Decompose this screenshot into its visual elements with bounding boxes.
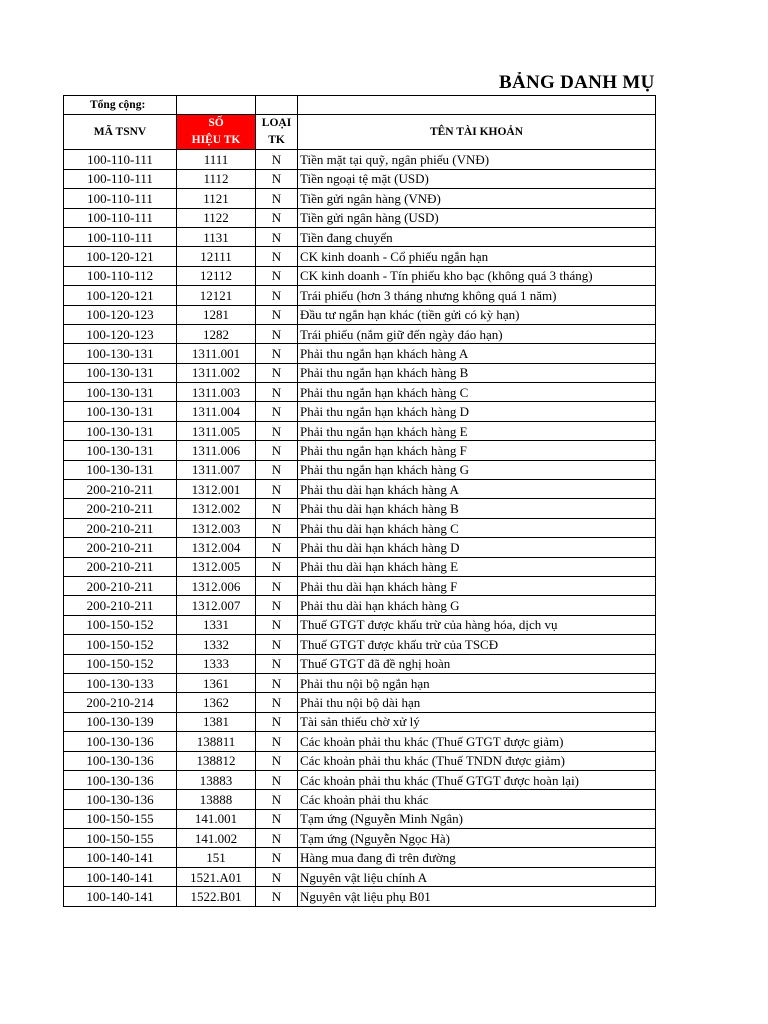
table-row xyxy=(64,732,656,751)
cell-loai-tk[interactable]: N xyxy=(256,576,298,595)
total-type-cell[interactable] xyxy=(256,96,298,115)
cell-ten-tai-khoan[interactable]: Phải thu dài hạn khách hàng D xyxy=(298,538,656,557)
cell-loai-tk[interactable]: N xyxy=(256,344,298,363)
cell-ma-tsnv[interactable]: 100-120-123 xyxy=(64,324,177,343)
cell-ma-tsnv[interactable]: 100-140-141 xyxy=(64,887,177,906)
cell-ma-tsnv[interactable]: 100-130-139 xyxy=(64,712,177,731)
total-acc-cell[interactable] xyxy=(177,96,256,115)
table-row xyxy=(64,848,656,867)
cell-ma-tsnv[interactable]: 200-210-214 xyxy=(64,693,177,712)
cell-ten-tai-khoan[interactable]: Trái phiếu (nắm giữ đến ngày đáo hạn) xyxy=(298,324,656,343)
cell-loai-tk[interactable]: N xyxy=(256,402,298,421)
cell-ma-tsnv[interactable]: 100-130-136 xyxy=(64,770,177,789)
table-row xyxy=(64,208,656,227)
cell-ten-tai-khoan[interactable]: Phải thu ngắn hạn khách hàng F xyxy=(298,441,656,460)
cell-ma-tsnv[interactable]: 200-210-211 xyxy=(64,596,177,615)
cell-loai-tk[interactable]: N xyxy=(256,460,298,479)
cell-ten-tai-khoan[interactable]: Nguyên vật liệu chính A xyxy=(298,867,656,886)
cell-ten-tai-khoan[interactable]: Các khoản phải thu khác (Thuế GTGT được hoàn lại) xyxy=(298,770,656,789)
cell-ten-tai-khoan[interactable]: Tiền mặt tại quỹ, ngân phiếu (VNĐ) xyxy=(298,150,656,169)
table-row xyxy=(64,305,656,324)
table-row xyxy=(64,363,656,382)
cell-so-hieu-tk[interactable]: 1331 xyxy=(177,615,256,634)
cell-loai-tk[interactable]: N xyxy=(256,208,298,227)
cell-ma-tsnv[interactable]: 100-110-111 xyxy=(64,227,177,246)
cell-so-hieu-tk[interactable]: 13888 xyxy=(177,790,256,809)
cell-so-hieu-tk[interactable]: 1282 xyxy=(177,324,256,343)
cell-ten-tai-khoan[interactable]: Tiền gửi ngân hàng (VNĐ) xyxy=(298,189,656,208)
cell-loai-tk[interactable]: N xyxy=(256,247,298,266)
cell-ten-tai-khoan[interactable]: Phải thu nội bộ ngắn hạn xyxy=(298,673,656,692)
cell-so-hieu-tk[interactable]: 1381 xyxy=(177,712,256,731)
cell-ma-tsnv[interactable]: 100-130-136 xyxy=(64,732,177,751)
cell-ten-tai-khoan[interactable]: Phải thu ngắn hạn khách hàng E xyxy=(298,421,656,440)
table-row xyxy=(64,383,656,402)
cell-ten-tai-khoan[interactable]: Thuế GTGT được khấu trừ của hàng hóa, dịch vụ xyxy=(298,615,656,634)
cell-ma-tsnv[interactable]: 100-130-131 xyxy=(64,383,177,402)
cell-so-hieu-tk[interactable]: 1131 xyxy=(177,227,256,246)
cell-ten-tai-khoan[interactable]: CK kinh doanh - Cổ phiếu ngắn hạn xyxy=(298,247,656,266)
cell-loai-tk[interactable]: N xyxy=(256,305,298,324)
cell-so-hieu-tk[interactable]: 1121 xyxy=(177,189,256,208)
cell-ten-tai-khoan[interactable]: Phải thu dài hạn khách hàng A xyxy=(298,480,656,499)
cell-ten-tai-khoan[interactable]: Phải thu ngắn hạn khách hàng D xyxy=(298,402,656,421)
table-row xyxy=(64,770,656,789)
cell-loai-tk[interactable]: N xyxy=(256,596,298,615)
cell-ma-tsnv[interactable]: 100-110-112 xyxy=(64,266,177,285)
table-row xyxy=(64,712,656,731)
cell-loai-tk[interactable]: N xyxy=(256,189,298,208)
cell-ten-tai-khoan[interactable]: Đầu tư ngắn hạn khác (tiền gửi có kỳ hạn) xyxy=(298,305,656,324)
cell-so-hieu-tk[interactable]: 1522.B01 xyxy=(177,887,256,906)
cell-ma-tsnv[interactable]: 100-140-141 xyxy=(64,848,177,867)
cell-ma-tsnv[interactable]: 100-120-121 xyxy=(64,286,177,305)
table-row xyxy=(64,402,656,421)
cell-loai-tk[interactable]: N xyxy=(256,790,298,809)
table-row xyxy=(64,518,656,537)
table-row xyxy=(64,538,656,557)
cell-so-hieu-tk[interactable]: 1111 xyxy=(177,150,256,169)
cell-loai-tk[interactable]: N xyxy=(256,324,298,343)
cell-ten-tai-khoan[interactable]: Trái phiếu (hơn 3 tháng nhưng không quá 1 năm) xyxy=(298,286,656,305)
cell-ma-tsnv[interactable]: 200-210-211 xyxy=(64,480,177,499)
cell-so-hieu-tk[interactable]: 141.001 xyxy=(177,809,256,828)
cell-so-hieu-tk[interactable]: 13883 xyxy=(177,770,256,789)
cell-loai-tk[interactable]: N xyxy=(256,867,298,886)
cell-ma-tsnv[interactable]: 100-130-131 xyxy=(64,460,177,479)
cell-so-hieu-tk[interactable]: 1281 xyxy=(177,305,256,324)
header-loai-line2: TK xyxy=(268,134,285,147)
cell-loai-tk[interactable]: N xyxy=(256,266,298,285)
table-row xyxy=(64,673,656,692)
cell-loai-tk[interactable]: N xyxy=(256,518,298,537)
table-row xyxy=(64,751,656,770)
table-row xyxy=(64,654,656,673)
cell-loai-tk[interactable]: N xyxy=(256,383,298,402)
cell-so-hieu-tk[interactable]: 1311.001 xyxy=(177,344,256,363)
cell-ma-tsnv[interactable]: 100-130-136 xyxy=(64,751,177,770)
cell-loai-tk[interactable]: N xyxy=(256,363,298,382)
cell-so-hieu-tk[interactable]: 1311.007 xyxy=(177,460,256,479)
cell-so-hieu-tk[interactable]: 138812 xyxy=(177,751,256,770)
cell-so-hieu-tk[interactable]: 1361 xyxy=(177,673,256,692)
table-row xyxy=(64,189,656,208)
cell-ten-tai-khoan[interactable]: Tiền gửi ngân hàng (USD) xyxy=(298,208,656,227)
cell-ma-tsnv[interactable]: 100-130-131 xyxy=(64,441,177,460)
cell-so-hieu-tk[interactable]: 1312.005 xyxy=(177,557,256,576)
cell-so-hieu-tk[interactable]: 12121 xyxy=(177,286,256,305)
cell-loai-tk[interactable]: N xyxy=(256,441,298,460)
header-loai-tk xyxy=(256,115,298,150)
cell-so-hieu-tk[interactable]: 1332 xyxy=(177,635,256,654)
cell-ten-tai-khoan[interactable]: Phải thu ngắn hạn khách hàng C xyxy=(298,383,656,402)
table-row xyxy=(64,460,656,479)
cell-ma-tsnv[interactable]: 100-150-152 xyxy=(64,654,177,673)
header-ten-tai-khoan: TÊN TÀI KHOẢN xyxy=(298,115,656,150)
cell-loai-tk[interactable]: N xyxy=(256,654,298,673)
cell-ten-tai-khoan[interactable]: Phải thu ngắn hạn khách hàng G xyxy=(298,460,656,479)
cell-ten-tai-khoan[interactable]: Hàng mua đang đi trên đường xyxy=(298,848,656,867)
cell-loai-tk[interactable]: N xyxy=(256,150,298,169)
cell-ma-tsnv[interactable]: 200-210-211 xyxy=(64,518,177,537)
total-label: Tổng cộng: xyxy=(64,96,177,115)
cell-ma-tsnv[interactable]: 200-210-211 xyxy=(64,499,177,518)
sheet-title: BẢNG DANH MỤ xyxy=(499,72,655,93)
header-ma-tsnv: MÃ TSNV xyxy=(64,115,177,150)
table-row xyxy=(64,150,656,169)
cell-so-hieu-tk[interactable]: 1521.A01 xyxy=(177,867,256,886)
table-row xyxy=(64,557,656,576)
cell-ma-tsnv[interactable]: 100-120-123 xyxy=(64,305,177,324)
total-name-cell[interactable] xyxy=(298,96,656,115)
cell-so-hieu-tk[interactable]: 138811 xyxy=(177,732,256,751)
cell-so-hieu-tk[interactable]: 1312.004 xyxy=(177,538,256,557)
cell-ma-tsnv[interactable]: 100-120-121 xyxy=(64,247,177,266)
table-row xyxy=(64,635,656,654)
cell-loai-tk[interactable]: N xyxy=(256,169,298,188)
cell-ma-tsnv[interactable]: 100-130-131 xyxy=(64,421,177,440)
table-row xyxy=(64,867,656,886)
cell-loai-tk[interactable]: N xyxy=(256,848,298,867)
table-row xyxy=(64,887,656,906)
header-so-hieu-tk xyxy=(177,115,256,150)
cell-so-hieu-tk[interactable]: 1312.001 xyxy=(177,480,256,499)
cell-ten-tai-khoan[interactable]: Các khoản phải thu khác (Thuế TNDN được giảm) xyxy=(298,751,656,770)
cell-loai-tk[interactable]: N xyxy=(256,538,298,557)
table-row xyxy=(64,480,656,499)
cell-so-hieu-tk[interactable]: 1312.006 xyxy=(177,576,256,595)
header-so-hieu-line1: SỐ xyxy=(208,117,224,130)
cell-ma-tsnv[interactable]: 200-210-211 xyxy=(64,538,177,557)
table-row xyxy=(64,790,656,809)
cell-ten-tai-khoan[interactable]: Tạm ứng (Nguyễn Minh Ngân) xyxy=(298,809,656,828)
cell-loai-tk[interactable]: N xyxy=(256,712,298,731)
cell-ten-tai-khoan[interactable]: CK kinh doanh - Tín phiếu kho bạc (không quá 3 tháng) xyxy=(298,266,656,285)
cell-ma-tsnv[interactable]: 200-210-211 xyxy=(64,557,177,576)
cell-ma-tsnv[interactable]: 100-140-141 xyxy=(64,867,177,886)
cell-loai-tk[interactable]: N xyxy=(256,635,298,654)
cell-ten-tai-khoan[interactable]: Phải thu nội bộ dài hạn xyxy=(298,693,656,712)
cell-loai-tk[interactable]: N xyxy=(256,286,298,305)
cell-ten-tai-khoan[interactable]: Phải thu ngắn hạn khách hàng A xyxy=(298,344,656,363)
cell-ten-tai-khoan[interactable]: Các khoản phải thu khác xyxy=(298,790,656,809)
cell-loai-tk[interactable]: N xyxy=(256,693,298,712)
cell-so-hieu-tk[interactable]: 1333 xyxy=(177,654,256,673)
cell-loai-tk[interactable]: N xyxy=(256,809,298,828)
cell-loai-tk[interactable]: N xyxy=(256,770,298,789)
cell-ma-tsnv[interactable]: 100-110-111 xyxy=(64,208,177,227)
table-row xyxy=(64,693,656,712)
cell-ten-tai-khoan[interactable]: Phải thu dài hạn khách hàng B xyxy=(298,499,656,518)
cell-ten-tai-khoan[interactable]: Phải thu dài hạn khách hàng C xyxy=(298,518,656,537)
cell-ma-tsnv[interactable]: 100-130-136 xyxy=(64,790,177,809)
cell-so-hieu-tk[interactable]: 1312.002 xyxy=(177,499,256,518)
cell-ma-tsnv[interactable]: 100-110-111 xyxy=(64,150,177,169)
total-row xyxy=(64,96,656,115)
cell-loai-tk[interactable]: N xyxy=(256,227,298,246)
cell-loai-tk[interactable]: N xyxy=(256,499,298,518)
cell-loai-tk[interactable]: N xyxy=(256,887,298,906)
cell-so-hieu-tk[interactable]: 1311.005 xyxy=(177,421,256,440)
table-row xyxy=(64,247,656,266)
cell-ma-tsnv[interactable]: 100-110-111 xyxy=(64,189,177,208)
cell-ma-tsnv[interactable]: 100-130-131 xyxy=(64,402,177,421)
cell-so-hieu-tk[interactable]: 1122 xyxy=(177,208,256,227)
cell-loai-tk[interactable]: N xyxy=(256,557,298,576)
cell-ten-tai-khoan[interactable]: Phải thu dài hạn khách hàng E xyxy=(298,557,656,576)
table-row xyxy=(64,596,656,615)
cell-loai-tk[interactable]: N xyxy=(256,732,298,751)
cell-ma-tsnv[interactable]: 100-150-152 xyxy=(64,615,177,634)
cell-so-hieu-tk[interactable]: 1112 xyxy=(177,169,256,188)
cell-so-hieu-tk[interactable]: 1312.003 xyxy=(177,518,256,537)
header-loai-line1: LOẠI xyxy=(261,117,292,130)
cell-loai-tk[interactable]: N xyxy=(256,829,298,848)
table-row xyxy=(64,499,656,518)
cell-ma-tsnv[interactable]: 100-150-152 xyxy=(64,635,177,654)
cell-so-hieu-tk[interactable]: 1312.007 xyxy=(177,596,256,615)
cell-ten-tai-khoan[interactable]: Phải thu dài hạn khách hàng F xyxy=(298,576,656,595)
cell-so-hieu-tk[interactable]: 12112 xyxy=(177,266,256,285)
cell-ten-tai-khoan[interactable]: Các khoản phải thu khác (Thuế GTGT được giảm) xyxy=(298,732,656,751)
cell-ten-tai-khoan[interactable]: Tạm ứng (Nguyễn Ngọc Hà) xyxy=(298,829,656,848)
table-row xyxy=(64,809,656,828)
cell-so-hieu-tk[interactable]: 1311.006 xyxy=(177,441,256,460)
cell-ten-tai-khoan[interactable]: Phải thu ngắn hạn khách hàng B xyxy=(298,363,656,382)
table-row xyxy=(64,576,656,595)
cell-loai-tk[interactable]: N xyxy=(256,615,298,634)
cell-ten-tai-khoan[interactable]: Tài sản thiếu chờ xử lý xyxy=(298,712,656,731)
table-row xyxy=(64,286,656,305)
cell-ma-tsnv[interactable]: 100-130-131 xyxy=(64,344,177,363)
cell-loai-tk[interactable]: N xyxy=(256,480,298,499)
table-row xyxy=(64,615,656,634)
cell-loai-tk[interactable]: N xyxy=(256,421,298,440)
cell-so-hieu-tk[interactable]: 1311.004 xyxy=(177,402,256,421)
cell-so-hieu-tk[interactable]: 12111 xyxy=(177,247,256,266)
table-row xyxy=(64,266,656,285)
table-row xyxy=(64,441,656,460)
header-row xyxy=(64,115,656,150)
cell-ten-tai-khoan[interactable]: Tiền ngoại tệ mặt (USD) xyxy=(298,169,656,188)
cell-loai-tk[interactable]: N xyxy=(256,673,298,692)
cell-so-hieu-tk[interactable]: 151 xyxy=(177,848,256,867)
cell-ma-tsnv[interactable]: 200-210-211 xyxy=(64,576,177,595)
cell-ten-tai-khoan[interactable]: Nguyên vật liệu phụ B01 xyxy=(298,887,656,906)
cell-ma-tsnv[interactable]: 100-130-131 xyxy=(64,363,177,382)
cell-ma-tsnv[interactable]: 100-110-111 xyxy=(64,169,177,188)
cell-so-hieu-tk[interactable]: 1311.003 xyxy=(177,383,256,402)
header-so-hieu-line2: HIỆU TK xyxy=(191,134,241,147)
account-table xyxy=(63,95,656,907)
cell-ma-tsnv[interactable]: 100-150-155 xyxy=(64,829,177,848)
cell-so-hieu-tk[interactable]: 1362 xyxy=(177,693,256,712)
table-row xyxy=(64,324,656,343)
cell-ma-tsnv[interactable]: 100-130-133 xyxy=(64,673,177,692)
cell-ten-tai-khoan[interactable]: Phải thu dài hạn khách hàng G xyxy=(298,596,656,615)
table-row xyxy=(64,227,656,246)
cell-loai-tk[interactable]: N xyxy=(256,751,298,770)
cell-ten-tai-khoan[interactable]: Tiền đang chuyển xyxy=(298,227,656,246)
table-row xyxy=(64,169,656,188)
cell-ten-tai-khoan[interactable]: Thuế GTGT đã đề nghị hoàn xyxy=(298,654,656,673)
cell-so-hieu-tk[interactable]: 1311.002 xyxy=(177,363,256,382)
table-row xyxy=(64,421,656,440)
table-row xyxy=(64,344,656,363)
cell-ten-tai-khoan[interactable]: Thuế GTGT được khấu trừ của TSCĐ xyxy=(298,635,656,654)
cell-so-hieu-tk[interactable]: 141.002 xyxy=(177,829,256,848)
cell-ma-tsnv[interactable]: 100-150-155 xyxy=(64,809,177,828)
table-row xyxy=(64,829,656,848)
